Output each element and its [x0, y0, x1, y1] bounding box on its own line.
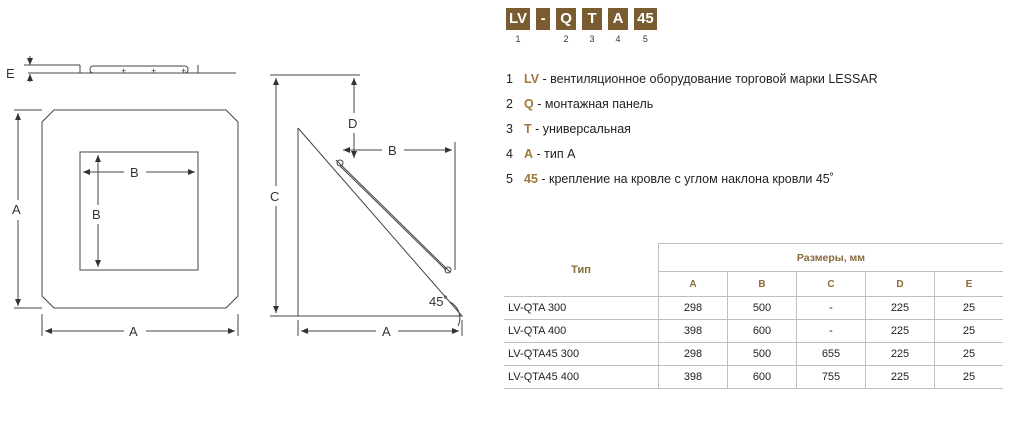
- table-cell: 500: [728, 297, 797, 320]
- table-cell: 600: [728, 320, 797, 343]
- label-b-right: B: [388, 143, 397, 158]
- legend-key: 45: [524, 172, 538, 186]
- label-b-side: B: [92, 207, 101, 222]
- code-segment: [634, 8, 657, 45]
- code-segment: [556, 8, 576, 45]
- legend-text: - универсальная: [531, 122, 631, 136]
- legend-number: 1: [506, 72, 513, 86]
- table-cell: 398: [659, 320, 728, 343]
- legend-item: [506, 167, 878, 192]
- column-header: C: [797, 272, 866, 297]
- code-box: LV: [506, 8, 530, 30]
- panel-front-outline: [42, 110, 238, 308]
- svg-text:+: +: [151, 66, 157, 76]
- label-c: C: [270, 189, 280, 204]
- legend-text: - монтажная панель: [533, 97, 654, 111]
- legend-key: A: [524, 147, 534, 161]
- table-row: [504, 297, 1003, 320]
- table-cell: 398: [659, 366, 728, 389]
- table-cell: 755: [797, 366, 866, 389]
- roof-panel: [336, 160, 450, 272]
- code-box: Q: [556, 8, 576, 30]
- svg-text:+: +: [121, 66, 127, 76]
- model-code: [506, 8, 663, 45]
- table-cell: 600: [728, 366, 797, 389]
- legend-key: LV: [524, 72, 540, 86]
- legend-number: 3: [506, 122, 513, 136]
- table-cell: LV-QTA45 300: [504, 343, 659, 366]
- table-cell: LV-QTA 400: [504, 320, 659, 343]
- table-row: [504, 366, 1003, 389]
- table-row: [504, 320, 1003, 343]
- table-cell: -: [797, 320, 866, 343]
- dimensions-table: [504, 243, 1003, 389]
- table-cell: 225: [866, 320, 935, 343]
- code-segment: [506, 8, 530, 45]
- code-box: 45: [634, 8, 657, 30]
- legend-number: 5: [506, 172, 513, 186]
- svg-text:+: +: [181, 66, 187, 76]
- label-b-top: B: [130, 165, 139, 180]
- table-cell: 225: [866, 297, 935, 320]
- legend-key: T: [524, 122, 532, 136]
- code-number: 1: [515, 34, 521, 44]
- legend-text: - тип А: [533, 147, 576, 161]
- roof-triangle: [298, 128, 462, 316]
- code-number: 2: [563, 34, 569, 44]
- table-cell: 298: [659, 343, 728, 366]
- column-header: A: [659, 272, 728, 297]
- label-a-left: A: [12, 202, 21, 217]
- table-cell: 225: [866, 343, 935, 366]
- technical-drawing: [0, 0, 500, 422]
- table-row: [504, 343, 1003, 366]
- table-cell: LV-QTA45 400: [504, 366, 659, 389]
- legend-item: [506, 92, 878, 117]
- table-cell: 25: [935, 366, 1004, 389]
- legend-item: [506, 67, 878, 92]
- code-number: 3: [589, 34, 595, 44]
- code-segment: [582, 8, 602, 45]
- code-number: 5: [642, 34, 648, 44]
- table-cell: 25: [935, 343, 1004, 366]
- table-cell: 298: [659, 297, 728, 320]
- code-dash: -: [536, 8, 550, 30]
- table-cell: LV-QTA 300: [504, 297, 659, 320]
- dimensions-header: Размеры, мм: [659, 244, 1004, 272]
- column-header: B: [728, 272, 797, 297]
- legend-item: [506, 117, 878, 142]
- label-a-bottom: A: [129, 324, 138, 339]
- code-box: A: [608, 8, 628, 30]
- label-a-right: A: [382, 324, 391, 339]
- legend-text: - крепление на кровле с углом наклона кровли 45˚: [537, 172, 834, 186]
- code-segment: [608, 8, 628, 45]
- code-legend: [506, 67, 878, 192]
- table-cell: 25: [935, 320, 1004, 343]
- label-angle: 45˚: [429, 294, 448, 309]
- code-box: T: [582, 8, 602, 30]
- table-cell: 25: [935, 297, 1004, 320]
- column-header: E: [935, 272, 1004, 297]
- legend-key: Q: [524, 97, 534, 111]
- column-header: D: [866, 272, 935, 297]
- table-cell: -: [797, 297, 866, 320]
- legend-item: [506, 142, 878, 167]
- table-cell: 500: [728, 343, 797, 366]
- table-cell: 225: [866, 366, 935, 389]
- panel-side-bracket: [90, 66, 188, 73]
- table-cell: 655: [797, 343, 866, 366]
- legend-number: 4: [506, 147, 513, 161]
- legend-text: - вентиляционное оборудование торговой марки LESSAR: [539, 72, 878, 86]
- type-header: Тип: [504, 244, 659, 297]
- label-d: D: [348, 116, 358, 131]
- label-e: E: [6, 66, 15, 81]
- legend-number: 2: [506, 97, 513, 111]
- code-number: 4: [615, 34, 621, 44]
